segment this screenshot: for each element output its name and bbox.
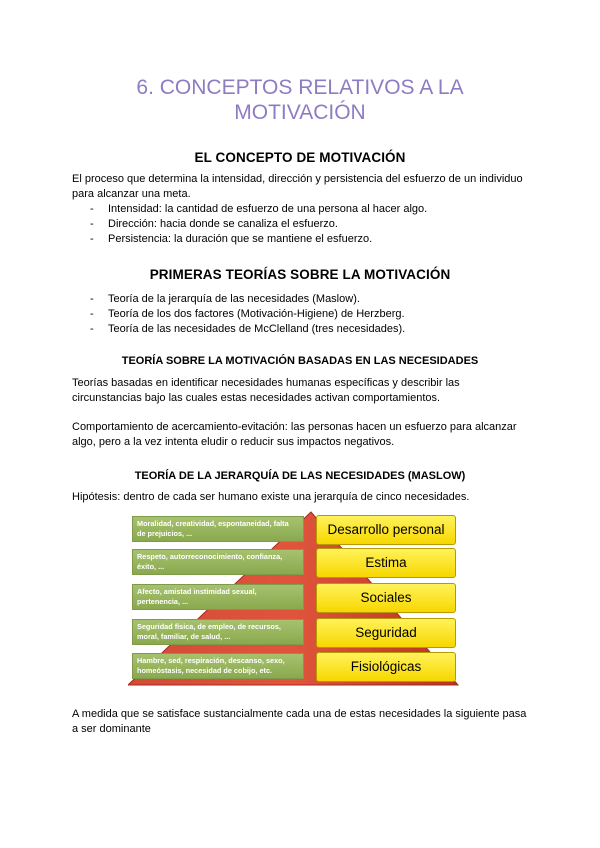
level-estima: Estima bbox=[316, 548, 456, 578]
needs-theory-paragraph: Teorías basadas en identificar necesidades humanas específicas y describir las circunstancias bajo las cuales estas necesidades activan comportamientos. bbox=[72, 377, 460, 404]
approach-avoidance-paragraph: Comportamiento de acercamiento-evitación: las personas hacen un esfuerzo para alcanzar algo, pero a la vez intenta eludir o reducir sus impactos negativos. bbox=[72, 421, 517, 448]
need-description-box: Seguridad física, de empleo, de recursos, moral, familiar, de salud, ... bbox=[132, 619, 304, 645]
heading-concepto-motivacion: EL CONCEPTO DE MOTIVACIÓN bbox=[194, 150, 406, 165]
need-description-box: Afecto, amistad instimidad sexual, pertenencia, ... bbox=[132, 584, 304, 610]
heading-maslow: TEORÍA DE LA JERARQUÍA DE LAS NECESIDADES (MASLOW) bbox=[134, 470, 466, 482]
hypothesis-paragraph: Hipótesis: dentro de cada ser humano existe una jerarquía de cinco necesidades. bbox=[72, 491, 470, 503]
heading-teoria-necesidades: TEORÍA SOBRE LA MOTIVACIÓN BASADAS EN LAS NECESIDADES bbox=[121, 355, 479, 367]
motivation-elements-list bbox=[90, 202, 530, 247]
level-sociales: Sociales bbox=[316, 583, 456, 613]
need-description-box: Moralidad, creatividad, espontaneidad, falta de prejuicios, ... bbox=[132, 516, 304, 542]
need-description-box: Respeto, autorreconocimiento, confianza, éxito, ... bbox=[132, 549, 304, 575]
page-title bbox=[70, 75, 530, 125]
level-fisiologicas: Fisiológicas bbox=[316, 652, 456, 682]
level-seguridad: Seguridad bbox=[316, 618, 456, 648]
closing-paragraph: A medida que se satisface sustancialmente cada una de estas necesidades la siguiente pasa a ser dominante bbox=[72, 708, 527, 735]
list-item: - Teoría de la jerarquía de las necesidades (Maslow). bbox=[90, 292, 530, 307]
list-item: - Teoría de las necesidades de McClelland (tres necesidades). bbox=[90, 322, 530, 337]
level-desarrollo-personal: Desarrollo personal bbox=[316, 515, 456, 545]
definition-paragraph: El proceso que determina la intensidad, dirección y persistencia del esfuerzo de un individuo para alcanzar una meta. bbox=[72, 173, 523, 200]
need-description-box: Hambre, sed, respiración, descanso, sexo, homeóstasis, necesidad de cobijo, etc. bbox=[132, 653, 304, 679]
heading-primeras-teorias: PRIMERAS TEORÍAS SOBRE LA MOTIVACIÓN bbox=[149, 267, 451, 282]
list-item: - Persistencia: la duración que se mantiene el esfuerzo. bbox=[90, 232, 530, 247]
page-title-line-1: 6. CONCEPTOS RELATIVOS A LA bbox=[136, 76, 464, 99]
list-item: - Dirección: hacia donde se canaliza el esfuerzo. bbox=[90, 217, 530, 232]
list-item: - Intensidad: la cantidad de esfuerzo de una persona al hacer algo. bbox=[90, 202, 530, 217]
page-title-line-2: MOTIVACIÓN bbox=[234, 101, 366, 124]
list-item: - Teoría de los dos factores (Motivación-Higiene) de Herzberg. bbox=[90, 307, 530, 322]
maslow-pyramid-diagram bbox=[128, 508, 460, 690]
early-theories-list bbox=[90, 292, 530, 337]
